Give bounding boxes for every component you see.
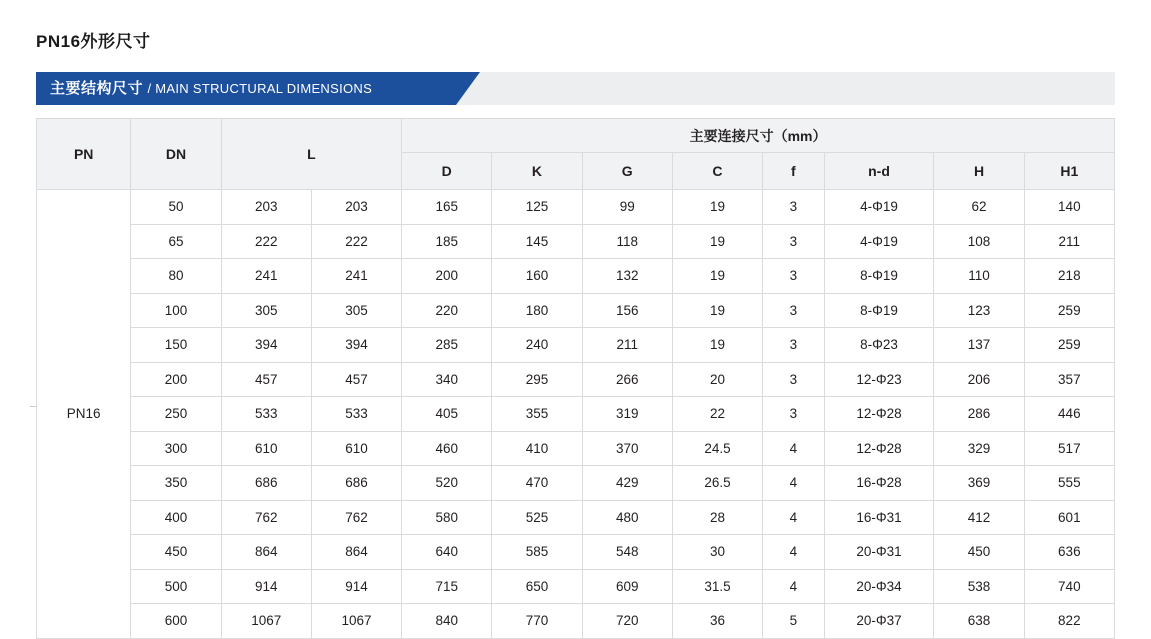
cell-h: 638 xyxy=(934,604,1024,639)
cell-g: 429 xyxy=(582,466,672,501)
cell-c: 19 xyxy=(672,293,762,328)
header-g: G xyxy=(582,153,672,190)
cell-h1: 357 xyxy=(1024,362,1114,397)
cell-h: 123 xyxy=(934,293,1024,328)
cell-h: 108 xyxy=(934,224,1024,259)
cell-l2: 864 xyxy=(311,535,401,570)
header-nd: n-d xyxy=(824,153,934,190)
cell-l2: 203 xyxy=(311,190,401,225)
cell-nd: 12-Φ28 xyxy=(824,431,934,466)
cell-l2: 533 xyxy=(311,397,401,432)
cell-nd: 12-Φ28 xyxy=(824,397,934,432)
cell-k: 145 xyxy=(492,224,582,259)
cell-c: 19 xyxy=(672,224,762,259)
cell-g: 156 xyxy=(582,293,672,328)
cell-l1: 533 xyxy=(221,397,311,432)
cell-nd: 8-Φ19 xyxy=(824,259,934,294)
section-banner xyxy=(36,72,1115,105)
cell-f: 4 xyxy=(763,431,825,466)
cell-l1: 762 xyxy=(221,500,311,535)
cell-nd: 8-Φ23 xyxy=(824,328,934,363)
cell-c: 31.5 xyxy=(672,569,762,604)
cell-k: 650 xyxy=(492,569,582,604)
cell-c: 19 xyxy=(672,190,762,225)
cell-h: 412 xyxy=(934,500,1024,535)
table-row xyxy=(37,569,1115,604)
cell-k: 770 xyxy=(492,604,582,639)
cell-d: 165 xyxy=(402,190,492,225)
cell-dn: 65 xyxy=(131,224,221,259)
dimensions-table-wrap xyxy=(36,118,1115,639)
table-header-row-1 xyxy=(37,119,1115,153)
cell-pn: PN16 xyxy=(37,190,131,639)
cell-c: 22 xyxy=(672,397,762,432)
cell-c: 20 xyxy=(672,362,762,397)
cell-h1: 822 xyxy=(1024,604,1114,639)
cell-h1: 446 xyxy=(1024,397,1114,432)
cell-k: 410 xyxy=(492,431,582,466)
header-f: f xyxy=(763,153,825,190)
cell-d: 340 xyxy=(402,362,492,397)
cell-h: 329 xyxy=(934,431,1024,466)
cell-h: 137 xyxy=(934,328,1024,363)
cell-l2: 305 xyxy=(311,293,401,328)
banner-title-cn: 主要结构尺寸 xyxy=(50,80,144,97)
cell-f: 3 xyxy=(763,397,825,432)
cell-d: 715 xyxy=(402,569,492,604)
cell-h1: 555 xyxy=(1024,466,1114,501)
table-row xyxy=(37,431,1115,466)
cell-c: 28 xyxy=(672,500,762,535)
cell-c: 36 xyxy=(672,604,762,639)
cell-l2: 1067 xyxy=(311,604,401,639)
cell-f: 4 xyxy=(763,466,825,501)
cell-k: 125 xyxy=(492,190,582,225)
cell-k: 585 xyxy=(492,535,582,570)
cell-dn: 300 xyxy=(131,431,221,466)
table-row xyxy=(37,397,1115,432)
cell-dn: 400 xyxy=(131,500,221,535)
cell-h1: 140 xyxy=(1024,190,1114,225)
table-body xyxy=(37,190,1115,639)
cell-h1: 218 xyxy=(1024,259,1114,294)
cell-l1: 610 xyxy=(221,431,311,466)
cell-h1: 517 xyxy=(1024,431,1114,466)
table-head xyxy=(37,119,1115,190)
cell-h: 369 xyxy=(934,466,1024,501)
cell-nd: 20-Φ34 xyxy=(824,569,934,604)
cell-dn: 450 xyxy=(131,535,221,570)
cell-f: 4 xyxy=(763,569,825,604)
cell-d: 405 xyxy=(402,397,492,432)
cell-f: 3 xyxy=(763,190,825,225)
page-title: PN16外形尺寸 xyxy=(36,32,151,51)
banner-text xyxy=(50,72,372,105)
cell-l2: 610 xyxy=(311,431,401,466)
table-row xyxy=(37,604,1115,639)
header-pn: PN xyxy=(37,119,131,190)
cell-d: 185 xyxy=(402,224,492,259)
cell-nd: 4-Φ19 xyxy=(824,224,934,259)
cell-h1: 259 xyxy=(1024,328,1114,363)
cell-l2: 686 xyxy=(311,466,401,501)
cell-d: 580 xyxy=(402,500,492,535)
cell-l1: 305 xyxy=(221,293,311,328)
cell-l1: 457 xyxy=(221,362,311,397)
table-row xyxy=(37,500,1115,535)
cell-g: 132 xyxy=(582,259,672,294)
cell-nd: 4-Φ19 xyxy=(824,190,934,225)
header-group-connection: 主要连接尺寸（mm） xyxy=(402,119,1115,153)
cell-d: 220 xyxy=(402,293,492,328)
cell-f: 3 xyxy=(763,259,825,294)
cell-dn: 500 xyxy=(131,569,221,604)
header-l: L xyxy=(221,119,402,190)
cell-k: 470 xyxy=(492,466,582,501)
cell-nd: 12-Φ23 xyxy=(824,362,934,397)
cell-dn: 50 xyxy=(131,190,221,225)
cell-f: 3 xyxy=(763,224,825,259)
cell-g: 266 xyxy=(582,362,672,397)
cell-k: 180 xyxy=(492,293,582,328)
cell-nd: 16-Φ28 xyxy=(824,466,934,501)
cell-h: 538 xyxy=(934,569,1024,604)
cell-h: 206 xyxy=(934,362,1024,397)
cell-dn: 80 xyxy=(131,259,221,294)
cell-d: 460 xyxy=(402,431,492,466)
cell-l2: 222 xyxy=(311,224,401,259)
cell-h1: 636 xyxy=(1024,535,1114,570)
table-row xyxy=(37,328,1115,363)
table-row xyxy=(37,293,1115,328)
cell-k: 355 xyxy=(492,397,582,432)
cell-h: 450 xyxy=(934,535,1024,570)
table-row xyxy=(37,466,1115,501)
table-row xyxy=(37,535,1115,570)
cell-g: 99 xyxy=(582,190,672,225)
cell-l2: 762 xyxy=(311,500,401,535)
cell-f: 5 xyxy=(763,604,825,639)
cell-l2: 394 xyxy=(311,328,401,363)
cell-d: 840 xyxy=(402,604,492,639)
cell-dn: 100 xyxy=(131,293,221,328)
cell-l2: 241 xyxy=(311,259,401,294)
table-row xyxy=(37,362,1115,397)
cell-h: 62 xyxy=(934,190,1024,225)
cell-nd: 20-Φ31 xyxy=(824,535,934,570)
header-h: H xyxy=(934,153,1024,190)
cell-g: 609 xyxy=(582,569,672,604)
cell-d: 520 xyxy=(402,466,492,501)
cell-g: 211 xyxy=(582,328,672,363)
cell-l1: 864 xyxy=(221,535,311,570)
cell-l1: 203 xyxy=(221,190,311,225)
cell-g: 480 xyxy=(582,500,672,535)
cell-l1: 222 xyxy=(221,224,311,259)
cell-g: 370 xyxy=(582,431,672,466)
cell-k: 240 xyxy=(492,328,582,363)
cell-g: 720 xyxy=(582,604,672,639)
cell-f: 4 xyxy=(763,535,825,570)
cell-h1: 601 xyxy=(1024,500,1114,535)
header-h1: H1 xyxy=(1024,153,1114,190)
cell-g: 548 xyxy=(582,535,672,570)
cell-c: 24.5 xyxy=(672,431,762,466)
cell-h1: 740 xyxy=(1024,569,1114,604)
cell-l1: 1067 xyxy=(221,604,311,639)
cell-c: 26.5 xyxy=(672,466,762,501)
cell-l1: 241 xyxy=(221,259,311,294)
cell-f: 3 xyxy=(763,328,825,363)
cell-nd: 8-Φ19 xyxy=(824,293,934,328)
cell-dn: 600 xyxy=(131,604,221,639)
cell-nd: 16-Φ31 xyxy=(824,500,934,535)
cell-f: 4 xyxy=(763,500,825,535)
cell-dn: 200 xyxy=(131,362,221,397)
cell-dn: 350 xyxy=(131,466,221,501)
cell-f: 3 xyxy=(763,293,825,328)
cell-g: 118 xyxy=(582,224,672,259)
cell-d: 200 xyxy=(402,259,492,294)
cell-k: 295 xyxy=(492,362,582,397)
cell-l2: 914 xyxy=(311,569,401,604)
cell-d: 640 xyxy=(402,535,492,570)
cell-h: 110 xyxy=(934,259,1024,294)
cell-c: 19 xyxy=(672,259,762,294)
cell-g: 319 xyxy=(582,397,672,432)
cell-l1: 686 xyxy=(221,466,311,501)
cell-c: 30 xyxy=(672,535,762,570)
cell-l2: 457 xyxy=(311,362,401,397)
header-c: C xyxy=(672,153,762,190)
table-row xyxy=(37,190,1115,225)
cell-nd: 20-Φ37 xyxy=(824,604,934,639)
cell-dn: 150 xyxy=(131,328,221,363)
cell-d: 285 xyxy=(402,328,492,363)
header-dn: DN xyxy=(131,119,221,190)
header-k: K xyxy=(492,153,582,190)
cell-k: 160 xyxy=(492,259,582,294)
cell-l1: 914 xyxy=(221,569,311,604)
cell-h1: 211 xyxy=(1024,224,1114,259)
banner-title-en: / MAIN STRUCTURAL DIMENSIONS xyxy=(147,81,373,96)
header-d: D xyxy=(402,153,492,190)
cell-h1: 259 xyxy=(1024,293,1114,328)
cell-h: 286 xyxy=(934,397,1024,432)
cell-k: 525 xyxy=(492,500,582,535)
cell-c: 19 xyxy=(672,328,762,363)
cell-f: 3 xyxy=(763,362,825,397)
dimensions-table xyxy=(36,118,1115,639)
table-row xyxy=(37,259,1115,294)
cell-l1: 394 xyxy=(221,328,311,363)
table-row xyxy=(37,224,1115,259)
cell-dn: 250 xyxy=(131,397,221,432)
